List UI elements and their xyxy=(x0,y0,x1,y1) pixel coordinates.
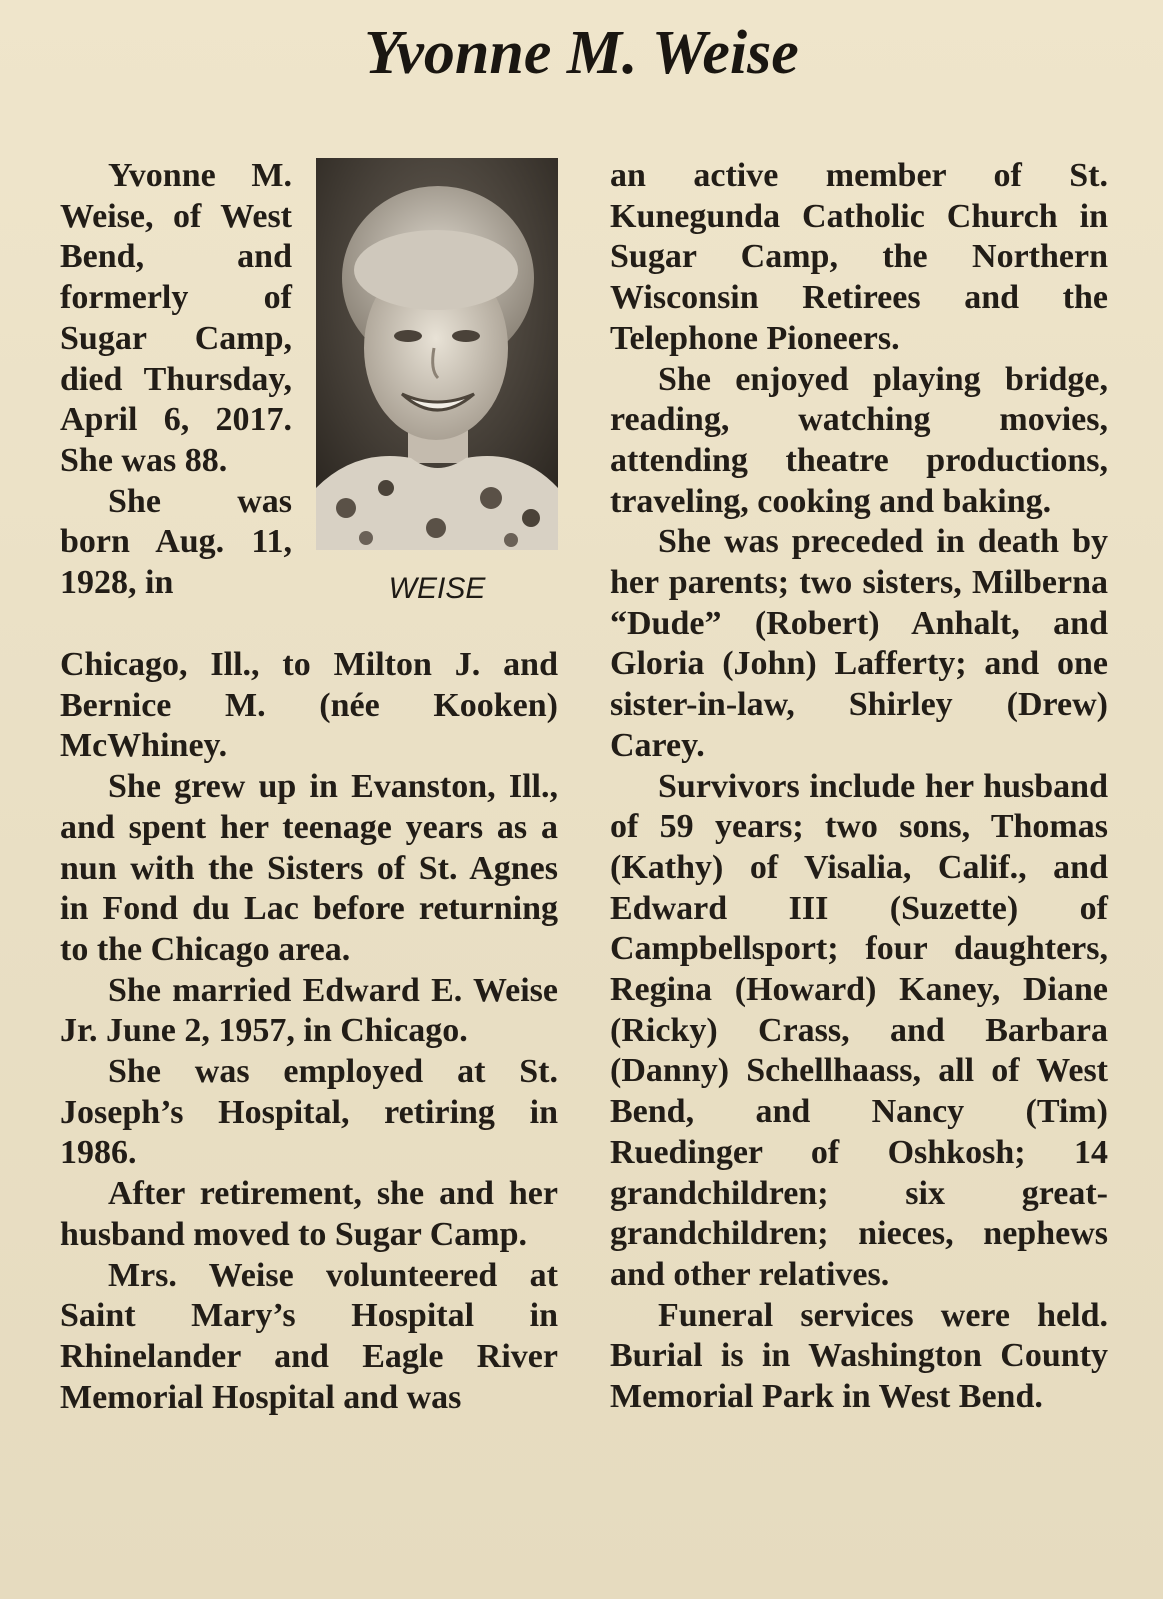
portrait-photo xyxy=(316,158,558,550)
column-1-top xyxy=(60,156,292,604)
photo-caption: WEISE xyxy=(388,572,486,605)
portrait-image xyxy=(316,158,558,550)
column-1-main xyxy=(60,645,558,1418)
paragraph: She enjoyed playing bridge, reading, watching movies, attending theatre productions, traveling, cooking and baking. xyxy=(610,360,1108,520)
paragraph: Chicago, Ill., to Milton J. and Bernice M. (née Kooken) McWhiney. xyxy=(60,646,558,765)
paragraph: Survivors include her husband of 59 years; two sons, Thomas (Kathy) of Visalia, Calif., and Edward III (Suzette) of Campbellsport; four daughters, Regina (Howard) Kaney, Diane (Ricky) Crass, and Barbara (Danny) Schellhaass, all of West Bend, and Nancy (Tim) Ruedinger of Oshkosh; 14 grandchildren; six great-grandchildren; nieces, nephews and other relatives. xyxy=(610,767,1108,1293)
paragraph: She was preceded in death by her parents; two sisters, Milberna “Dude” (Robert) Anhalt, and Gloria (John) Lafferty; and one sister-in-law, Shirley (Drew) Carey. xyxy=(610,523,1108,764)
paragraph: an active member of St. Kunegunda Catholic Church in Sugar Camp, the Northern Wisconsin Retirees and the Telephone Pioneers. xyxy=(610,157,1108,357)
paragraph: Funeral services were held. Burial is in Washington County Memorial Park in West Bend. xyxy=(610,1296,1108,1416)
paragraph: She was employed at St. Joseph’s Hospital, retiring in 1986. xyxy=(60,1053,558,1172)
obituary-title: Yvonne M. Weise xyxy=(364,19,799,87)
paragraph: Mrs. Weise volunteered at Saint Mary’s Hospital in Rhinelander and Eagle River Memorial Hospital and was xyxy=(60,1256,558,1416)
paragraph: She grew up in Evanston, Ill., and spent her teenage years as a nun with the Sisters of St. Agnes in Fond du Lac before returning to the Chicago area. xyxy=(60,768,558,968)
paragraph: After retirement, she and her husband moved to Sugar Camp. xyxy=(60,1175,558,1253)
paragraph: She was born Aug. 11, 1928, in xyxy=(60,482,292,602)
paragraph: She married Edward E. Weise Jr. June 2, 1957, in Chicago. xyxy=(60,971,558,1050)
paragraph: Yvonne M. Weise, of West Bend, and formerly of Sugar Camp, died Thursday, April 6, 2017. She was 88. xyxy=(60,157,292,479)
column-2 xyxy=(610,156,1108,1418)
